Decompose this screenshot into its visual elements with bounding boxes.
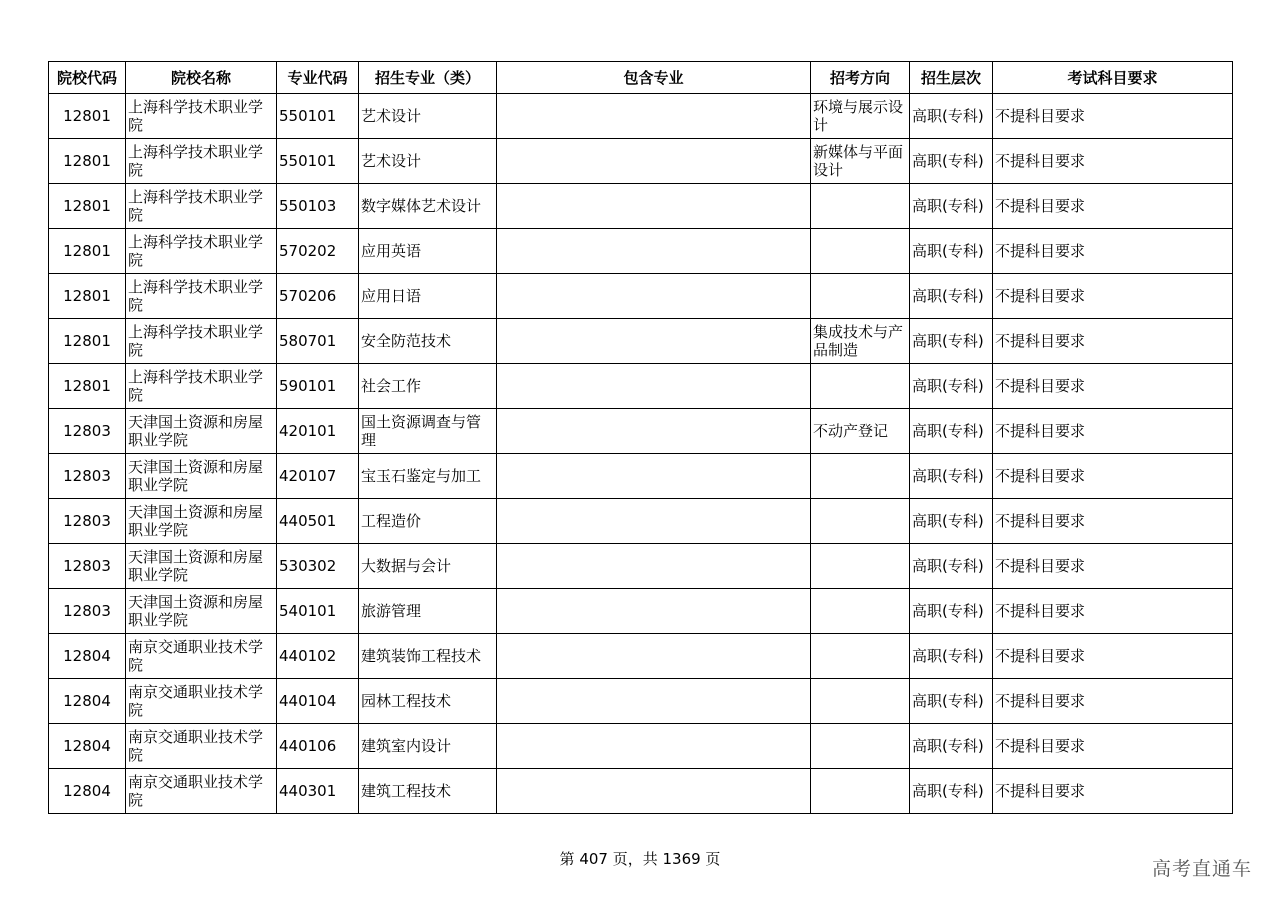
table-row: [49, 454, 1233, 499]
level-cell: 高职(专科): [910, 589, 993, 634]
school-code-cell: 12803: [49, 409, 126, 454]
major-cell: 建筑装饰工程技术: [359, 634, 497, 679]
major-cell: 工程造价: [359, 499, 497, 544]
subject-requirement-cell: 不提科目要求: [993, 589, 1233, 634]
header-school-code: 院校代码: [49, 62, 126, 94]
school-name-cell: 南京交通职业技术学院: [126, 769, 277, 814]
major-cell: 应用日语: [359, 274, 497, 319]
major-code-cell: 550101: [277, 139, 359, 184]
major-cell: 数字媒体艺术设计: [359, 184, 497, 229]
included-majors-cell: [497, 679, 811, 724]
level-cell: 高职(专科): [910, 364, 993, 409]
subject-requirement-cell: 不提科目要求: [993, 364, 1233, 409]
major-cell: 艺术设计: [359, 139, 497, 184]
level-cell: 高职(专科): [910, 184, 993, 229]
level-cell: 高职(专科): [910, 229, 993, 274]
subject-requirement-cell: 不提科目要求: [993, 274, 1233, 319]
school-code-cell: 12801: [49, 139, 126, 184]
school-name-cell: 南京交通职业技术学院: [126, 634, 277, 679]
direction-cell: [811, 544, 910, 589]
major-code-cell: 420101: [277, 409, 359, 454]
admissions-table: [48, 61, 1233, 814]
direction-cell: 环境与展示设计: [811, 94, 910, 139]
school-code-cell: 12803: [49, 544, 126, 589]
table-header-row: [49, 62, 1233, 94]
school-code-cell: 12801: [49, 94, 126, 139]
school-name-cell: 天津国土资源和房屋职业学院: [126, 409, 277, 454]
included-majors-cell: [497, 499, 811, 544]
major-cell: 艺术设计: [359, 94, 497, 139]
major-cell: 安全防范技术: [359, 319, 497, 364]
level-cell: 高职(专科): [910, 319, 993, 364]
school-code-cell: 12801: [49, 319, 126, 364]
major-code-cell: 570206: [277, 274, 359, 319]
major-code-cell: 440102: [277, 634, 359, 679]
school-code-cell: 12804: [49, 679, 126, 724]
major-code-cell: 580701: [277, 319, 359, 364]
major-code-cell: 440106: [277, 724, 359, 769]
included-majors-cell: [497, 409, 811, 454]
subject-requirement-cell: 不提科目要求: [993, 94, 1233, 139]
subject-requirement-cell: 不提科目要求: [993, 454, 1233, 499]
major-cell: 宝玉石鉴定与加工: [359, 454, 497, 499]
major-cell: 建筑工程技术: [359, 769, 497, 814]
direction-cell: 新媒体与平面设计: [811, 139, 910, 184]
direction-cell: [811, 229, 910, 274]
school-code-cell: 12804: [49, 724, 126, 769]
school-name-cell: 上海科学技术职业学院: [126, 274, 277, 319]
subject-requirement-cell: 不提科目要求: [993, 679, 1233, 724]
included-majors-cell: [497, 229, 811, 274]
major-code-cell: 440104: [277, 679, 359, 724]
subject-requirement-cell: 不提科目要求: [993, 634, 1233, 679]
school-code-cell: 12803: [49, 589, 126, 634]
school-code-cell: 12804: [49, 769, 126, 814]
included-majors-cell: [497, 724, 811, 769]
level-cell: 高职(专科): [910, 139, 993, 184]
major-code-cell: 550101: [277, 94, 359, 139]
school-code-cell: 12801: [49, 364, 126, 409]
subject-requirement-cell: 不提科目要求: [993, 229, 1233, 274]
included-majors-cell: [497, 184, 811, 229]
table-row: [49, 229, 1233, 274]
subject-requirement-cell: 不提科目要求: [993, 544, 1233, 589]
major-code-cell: 540101: [277, 589, 359, 634]
direction-cell: [811, 724, 910, 769]
major-code-cell: 440501: [277, 499, 359, 544]
table-row: [49, 544, 1233, 589]
subject-requirement-cell: 不提科目要求: [993, 139, 1233, 184]
subject-requirement-cell: 不提科目要求: [993, 409, 1233, 454]
school-name-cell: 上海科学技术职业学院: [126, 139, 277, 184]
header-school-name: 院校名称: [126, 62, 277, 94]
school-code-cell: 12801: [49, 229, 126, 274]
included-majors-cell: [497, 634, 811, 679]
direction-cell: [811, 274, 910, 319]
school-name-cell: 上海科学技术职业学院: [126, 229, 277, 274]
included-majors-cell: [497, 319, 811, 364]
direction-cell: 集成技术与产品制造: [811, 319, 910, 364]
direction-cell: [811, 634, 910, 679]
table-row: [49, 634, 1233, 679]
school-name-cell: 上海科学技术职业学院: [126, 94, 277, 139]
level-cell: 高职(专科): [910, 724, 993, 769]
header-direction: 招考方向: [811, 62, 910, 94]
major-cell: 社会工作: [359, 364, 497, 409]
school-code-cell: 12801: [49, 184, 126, 229]
table-row: [49, 184, 1233, 229]
page-number: 第 407 页，共 1369 页: [559, 850, 721, 868]
table-row: [49, 274, 1233, 319]
included-majors-cell: [497, 274, 811, 319]
school-name-cell: 天津国土资源和房屋职业学院: [126, 589, 277, 634]
included-majors-cell: [497, 769, 811, 814]
school-name-cell: 南京交通职业技术学院: [126, 679, 277, 724]
level-cell: 高职(专科): [910, 544, 993, 589]
header-major-code: 专业代码: [277, 62, 359, 94]
school-code-cell: 12803: [49, 499, 126, 544]
major-cell: 大数据与会计: [359, 544, 497, 589]
major-code-cell: 530302: [277, 544, 359, 589]
level-cell: 高职(专科): [910, 274, 993, 319]
subject-requirement-cell: 不提科目要求: [993, 184, 1233, 229]
school-name-cell: 天津国土资源和房屋职业学院: [126, 454, 277, 499]
header-major: 招生专业（类）: [359, 62, 497, 94]
table-row: [49, 139, 1233, 184]
level-cell: 高职(专科): [910, 409, 993, 454]
table-row: [49, 364, 1233, 409]
direction-cell: [811, 499, 910, 544]
included-majors-cell: [497, 454, 811, 499]
included-majors-cell: [497, 139, 811, 184]
table-row: [49, 409, 1233, 454]
major-code-cell: 550103: [277, 184, 359, 229]
included-majors-cell: [497, 589, 811, 634]
table-row: [49, 589, 1233, 634]
included-majors-cell: [497, 94, 811, 139]
subject-requirement-cell: 不提科目要求: [993, 769, 1233, 814]
table-row: [49, 319, 1233, 364]
header-subject-requirement: 考试科目要求: [993, 62, 1233, 94]
direction-cell: [811, 454, 910, 499]
major-cell: 旅游管理: [359, 589, 497, 634]
table-row: [49, 724, 1233, 769]
major-cell: 园林工程技术: [359, 679, 497, 724]
school-code-cell: 12804: [49, 634, 126, 679]
major-cell: 应用英语: [359, 229, 497, 274]
table-row: [49, 499, 1233, 544]
school-code-cell: 12801: [49, 274, 126, 319]
major-code-cell: 440301: [277, 769, 359, 814]
school-name-cell: 天津国土资源和房屋职业学院: [126, 499, 277, 544]
direction-cell: 不动产登记: [811, 409, 910, 454]
major-code-cell: 590101: [277, 364, 359, 409]
school-name-cell: 南京交通职业技术学院: [126, 724, 277, 769]
header-included-majors: 包含专业: [497, 62, 811, 94]
level-cell: 高职(专科): [910, 94, 993, 139]
level-cell: 高职(专科): [910, 454, 993, 499]
subject-requirement-cell: 不提科目要求: [993, 499, 1233, 544]
table-row: [49, 94, 1233, 139]
school-name-cell: 上海科学技术职业学院: [126, 184, 277, 229]
school-code-cell: 12803: [49, 454, 126, 499]
major-cell: 建筑室内设计: [359, 724, 497, 769]
subject-requirement-cell: 不提科目要求: [993, 319, 1233, 364]
watermark-logo: 高考直通车: [1151, 858, 1252, 880]
table-body: [49, 94, 1233, 814]
included-majors-cell: [497, 364, 811, 409]
header-level: 招生层次: [910, 62, 993, 94]
direction-cell: [811, 184, 910, 229]
direction-cell: [811, 364, 910, 409]
level-cell: 高职(专科): [910, 634, 993, 679]
level-cell: 高职(专科): [910, 679, 993, 724]
direction-cell: [811, 589, 910, 634]
table-row: [49, 769, 1233, 814]
school-name-cell: 上海科学技术职业学院: [126, 319, 277, 364]
level-cell: 高职(专科): [910, 499, 993, 544]
table-row: [49, 679, 1233, 724]
major-code-cell: 570202: [277, 229, 359, 274]
level-cell: 高职(专科): [910, 769, 993, 814]
school-name-cell: 天津国土资源和房屋职业学院: [126, 544, 277, 589]
subject-requirement-cell: 不提科目要求: [993, 724, 1233, 769]
major-code-cell: 420107: [277, 454, 359, 499]
major-cell: 国土资源调查与管理: [359, 409, 497, 454]
direction-cell: [811, 769, 910, 814]
school-name-cell: 上海科学技术职业学院: [126, 364, 277, 409]
direction-cell: [811, 679, 910, 724]
included-majors-cell: [497, 544, 811, 589]
